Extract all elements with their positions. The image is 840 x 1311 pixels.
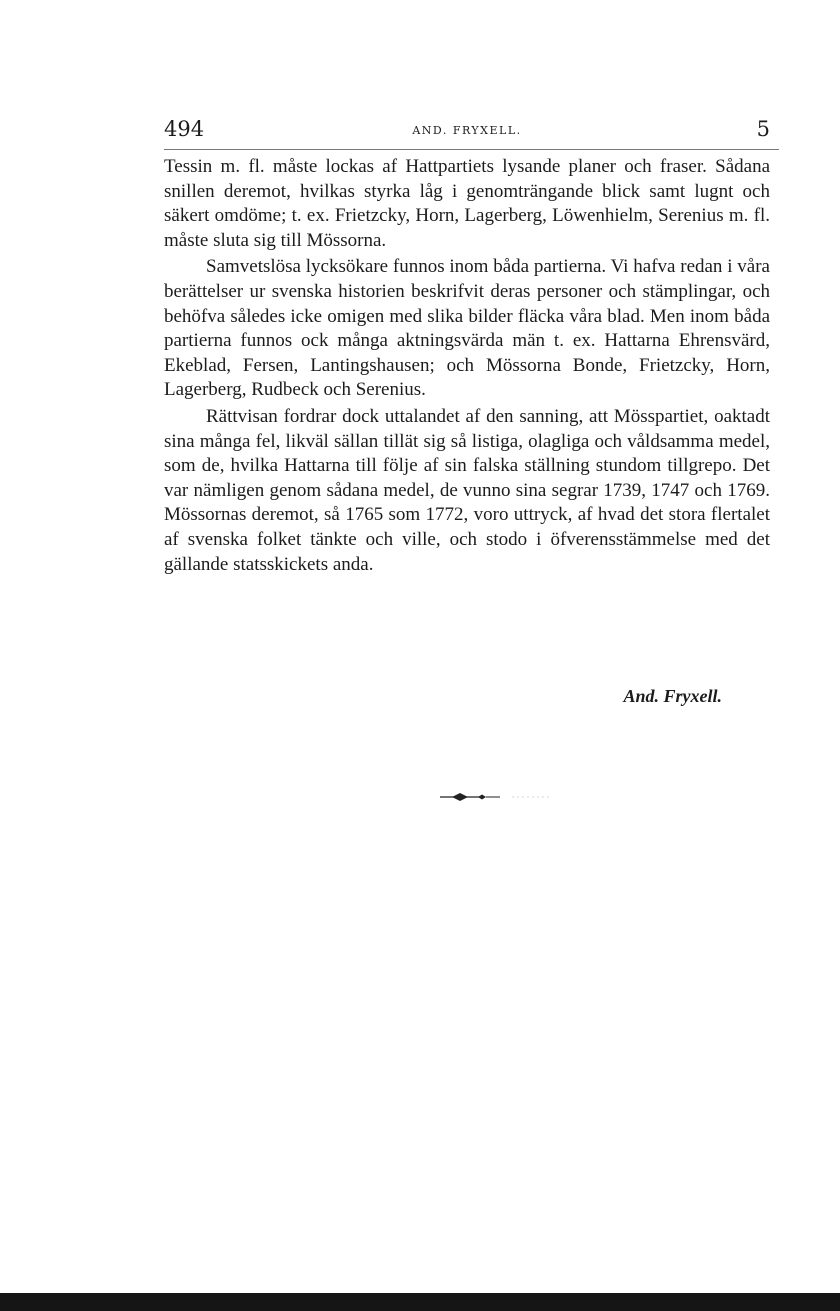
author-signature: And. Fryxell. — [623, 686, 722, 706]
paragraph-2: Samvetslösa lycksökare funnos inom båda partierna. Vi hafva redan i våra berättelser ur svenska historien beskrifvit deras personer och stämplingar, och behöfva således icke omigen med slika bilder fläcka våra blad. Men inom båda partierna funnos ock många aktningsvärda män t. ex. Hattarna Ehrensvärd, Ekeblad, Fersen, Lantingshausen; och Mössorna Bonde, Frietzcky, Horn, Lagerberg, Rudbeck och Serenius. — [164, 256, 770, 401]
header-rule — [164, 149, 779, 150]
paragraph-3: Rättvisan fordrar dock uttalandet af den sanning, att Mösspartiet, oaktadt sina många fel, likväl sällan tillät sig så listiga, olagliga och våldsamma medel, som de, hvilka Hattarna till följe af sin falska ställning stundom tillgrepo. Det var nämligen genom sådana medel, de vunno sina segrar 1739, 1747 och 1769. Mössornas deremot, så 1765 som 1772, voro uttryck, af hvad det stora flertalet af svenska folket tänkte och ville, och stodo i öfverensstämmelse med det gällande statsskickets anda. — [164, 405, 770, 575]
running-head: AND. FRYXELL. — [412, 124, 522, 137]
body-text — [164, 155, 770, 579]
scan-edge-band — [0, 1293, 840, 1311]
signature-mark: 5 — [756, 117, 770, 141]
page-number: 494 — [164, 117, 205, 141]
end-ornament-icon — [440, 792, 550, 802]
page-header — [164, 117, 770, 147]
paragraph-1: Tessin m. fl. måste lockas af Hattpartiets lysande planer och fraser. Sådana snillen deremot, hvilkas styrka låg i genomträngande blick samt lugnt och säkert omdöme; t. ex. Frietzcky, Horn, Lagerberg, Löwenhielm, Serenius m. fl. måste sluta sig till Mössorna. — [164, 156, 770, 251]
